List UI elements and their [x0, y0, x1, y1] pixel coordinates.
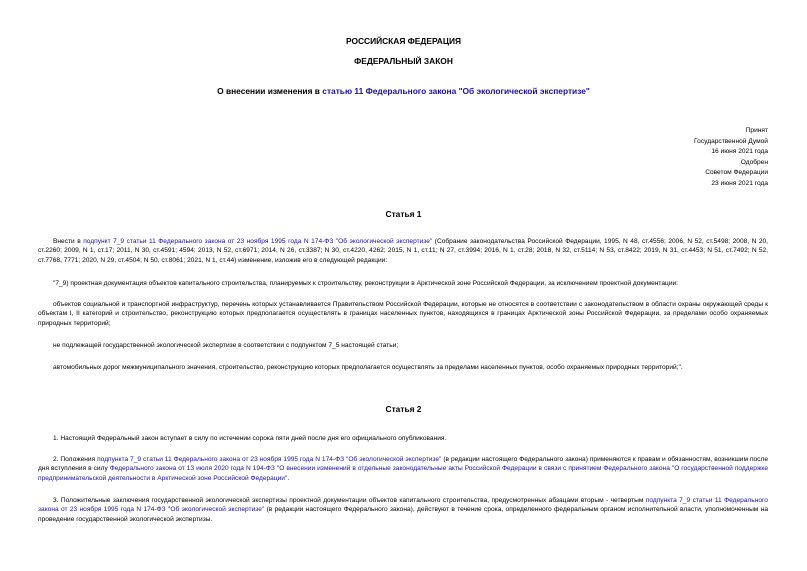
text: . [287, 474, 290, 482]
law-title-prefix: О внесении изменения в [217, 86, 323, 96]
adoption-line: Советом Федерации [705, 169, 768, 177]
article-2-paragraph-3 [38, 496, 768, 524]
law-link[interactable]: подпункта 7_9 статьи 11 Федерального закона от 23 ноября 1995 года N 174-ФЗ "Об экологической экспертизе" [97, 456, 442, 463]
text: (в редакции настоящего Федерального закона) применяются к правам и обязанностям, возникшим после дня вступления в силу [38, 456, 768, 473]
adoption-line: 23 июня 2021 года [711, 179, 768, 187]
law-title [0, 86, 807, 96]
adoption-line: Государственной Думой [694, 137, 768, 145]
article-1-paragraph-2: "7_9) проектная документация объектов капитального строительства, планируемых к строительству, реконструкции в Арктической зоне Российской Федерации, за исключением проектной документации: [53, 280, 679, 287]
article-2-paragraph-1: 1. Настоящий Федеральный закон вступает в силу по истечении сорока пяти дней после дня его официального опубликования. [53, 435, 447, 442]
text: 2. Положения [53, 456, 98, 463]
text: (в редакции настоящего Федерального закона), действуют в течение срока, определенного федеральным органом исполнительной власти, уполномоченным на проведение государственной экологической экспертизы. [38, 506, 768, 523]
adoption-line: Принят [745, 127, 768, 134]
doc-type-heading: ФЕДЕРАЛЬНЫЙ ЗАКОН [354, 56, 453, 66]
law-link[interactable]: подпункт 7_9 статьи 11 Федерального закона от 23 ноября 1995 года N 174-ФЗ "Об экологической экспертизе" [83, 238, 433, 245]
law-link[interactable]: Федерального закона от 13 июля 2020 года N 194-ФЗ "О внесении изменений в отдельные законодательные акты Российской Федерации в связи с принятием Федерального закона "О государственной поддержке предпринимательской деятельности в Арктической зоне Российской Федерации" [38, 465, 768, 482]
article-1-paragraph-3: объектов социальной и транспортной инфраструктур, перечень которых устанавливается Правительством Российской Федерации, которые не относятся в соответствии с законодательством в области охраны окружающей среды к объектам I, II категорий и строительство, реконструкцию которых предполагается осуществлять в границах населенных пунктов, находящихся в границах Арктической зоны Российской Федерации, за пределами особо охраняемых природных территорий; [38, 301, 768, 327]
article-1-paragraph-4: не подлежащей государственной экологической экспертизе в соответствии с подпунктом 7_5 настоящей статьи; [53, 342, 399, 349]
adoption-info [608, 126, 768, 190]
text: (Собрание законодательства Российской Федерации, 1995, N 48, ст.4556; 2006, N 52, ст.5498; 2008, N 20, ст.2260; 2009, N 1, ст.17; 2011, N 30, ст.4591; 4594; 2013, N 52, ст.6971; 2014, N 26, ст.3387; N 30, ст.4220, 4262; 2015, N 1, ст.11; N 27, ст.3994; 2016, N 1, ст.28; 2018, N 32, ст.5114; N 53, ст.8422; 2019, N 31, ст.4453; N 51, ст.7492; N 52, ст.7768, 7771; 2020, N 29, ст.4504; N 50, ст.8061; 2021, N 1, ст.44) изменение, изложив его в следующей редакции: [38, 238, 769, 264]
law-link[interactable]: подпункта 7_9 статьи 11 Федерального закона от 23 ноября 1995 года N 174-ФЗ "Об экологической экспертизе" [38, 497, 768, 514]
adoption-line: 16 июня 2021 года [711, 148, 768, 156]
article-2-heading: Статья 2 [385, 404, 422, 414]
article-1-paragraph-1 [38, 237, 768, 265]
law-title-link[interactable]: статью 11 Федерального закона "Об экологической экспертизе" [322, 86, 590, 96]
adoption-line: Одобрен [740, 158, 768, 166]
article-1-paragraph-5: автомобильных дорог межмуниципального значения, строительство, реконструкцию которых предполагается осуществлять за пределами населенных пунктов, особо охраняемых природных территорий;". [53, 364, 683, 371]
text: 3. Положительные заключения государственной экологической экспертизы проектной документации объектов капитального строительства, предусмотренных абзацами вторым - четвертым [53, 497, 646, 504]
text: Внести в [53, 238, 84, 245]
country-heading: РОССИЙСКАЯ ФЕДЕРАЦИЯ [345, 36, 462, 46]
article-1-heading: Статья 1 [385, 209, 422, 219]
article-2-paragraph-2 [38, 455, 768, 483]
